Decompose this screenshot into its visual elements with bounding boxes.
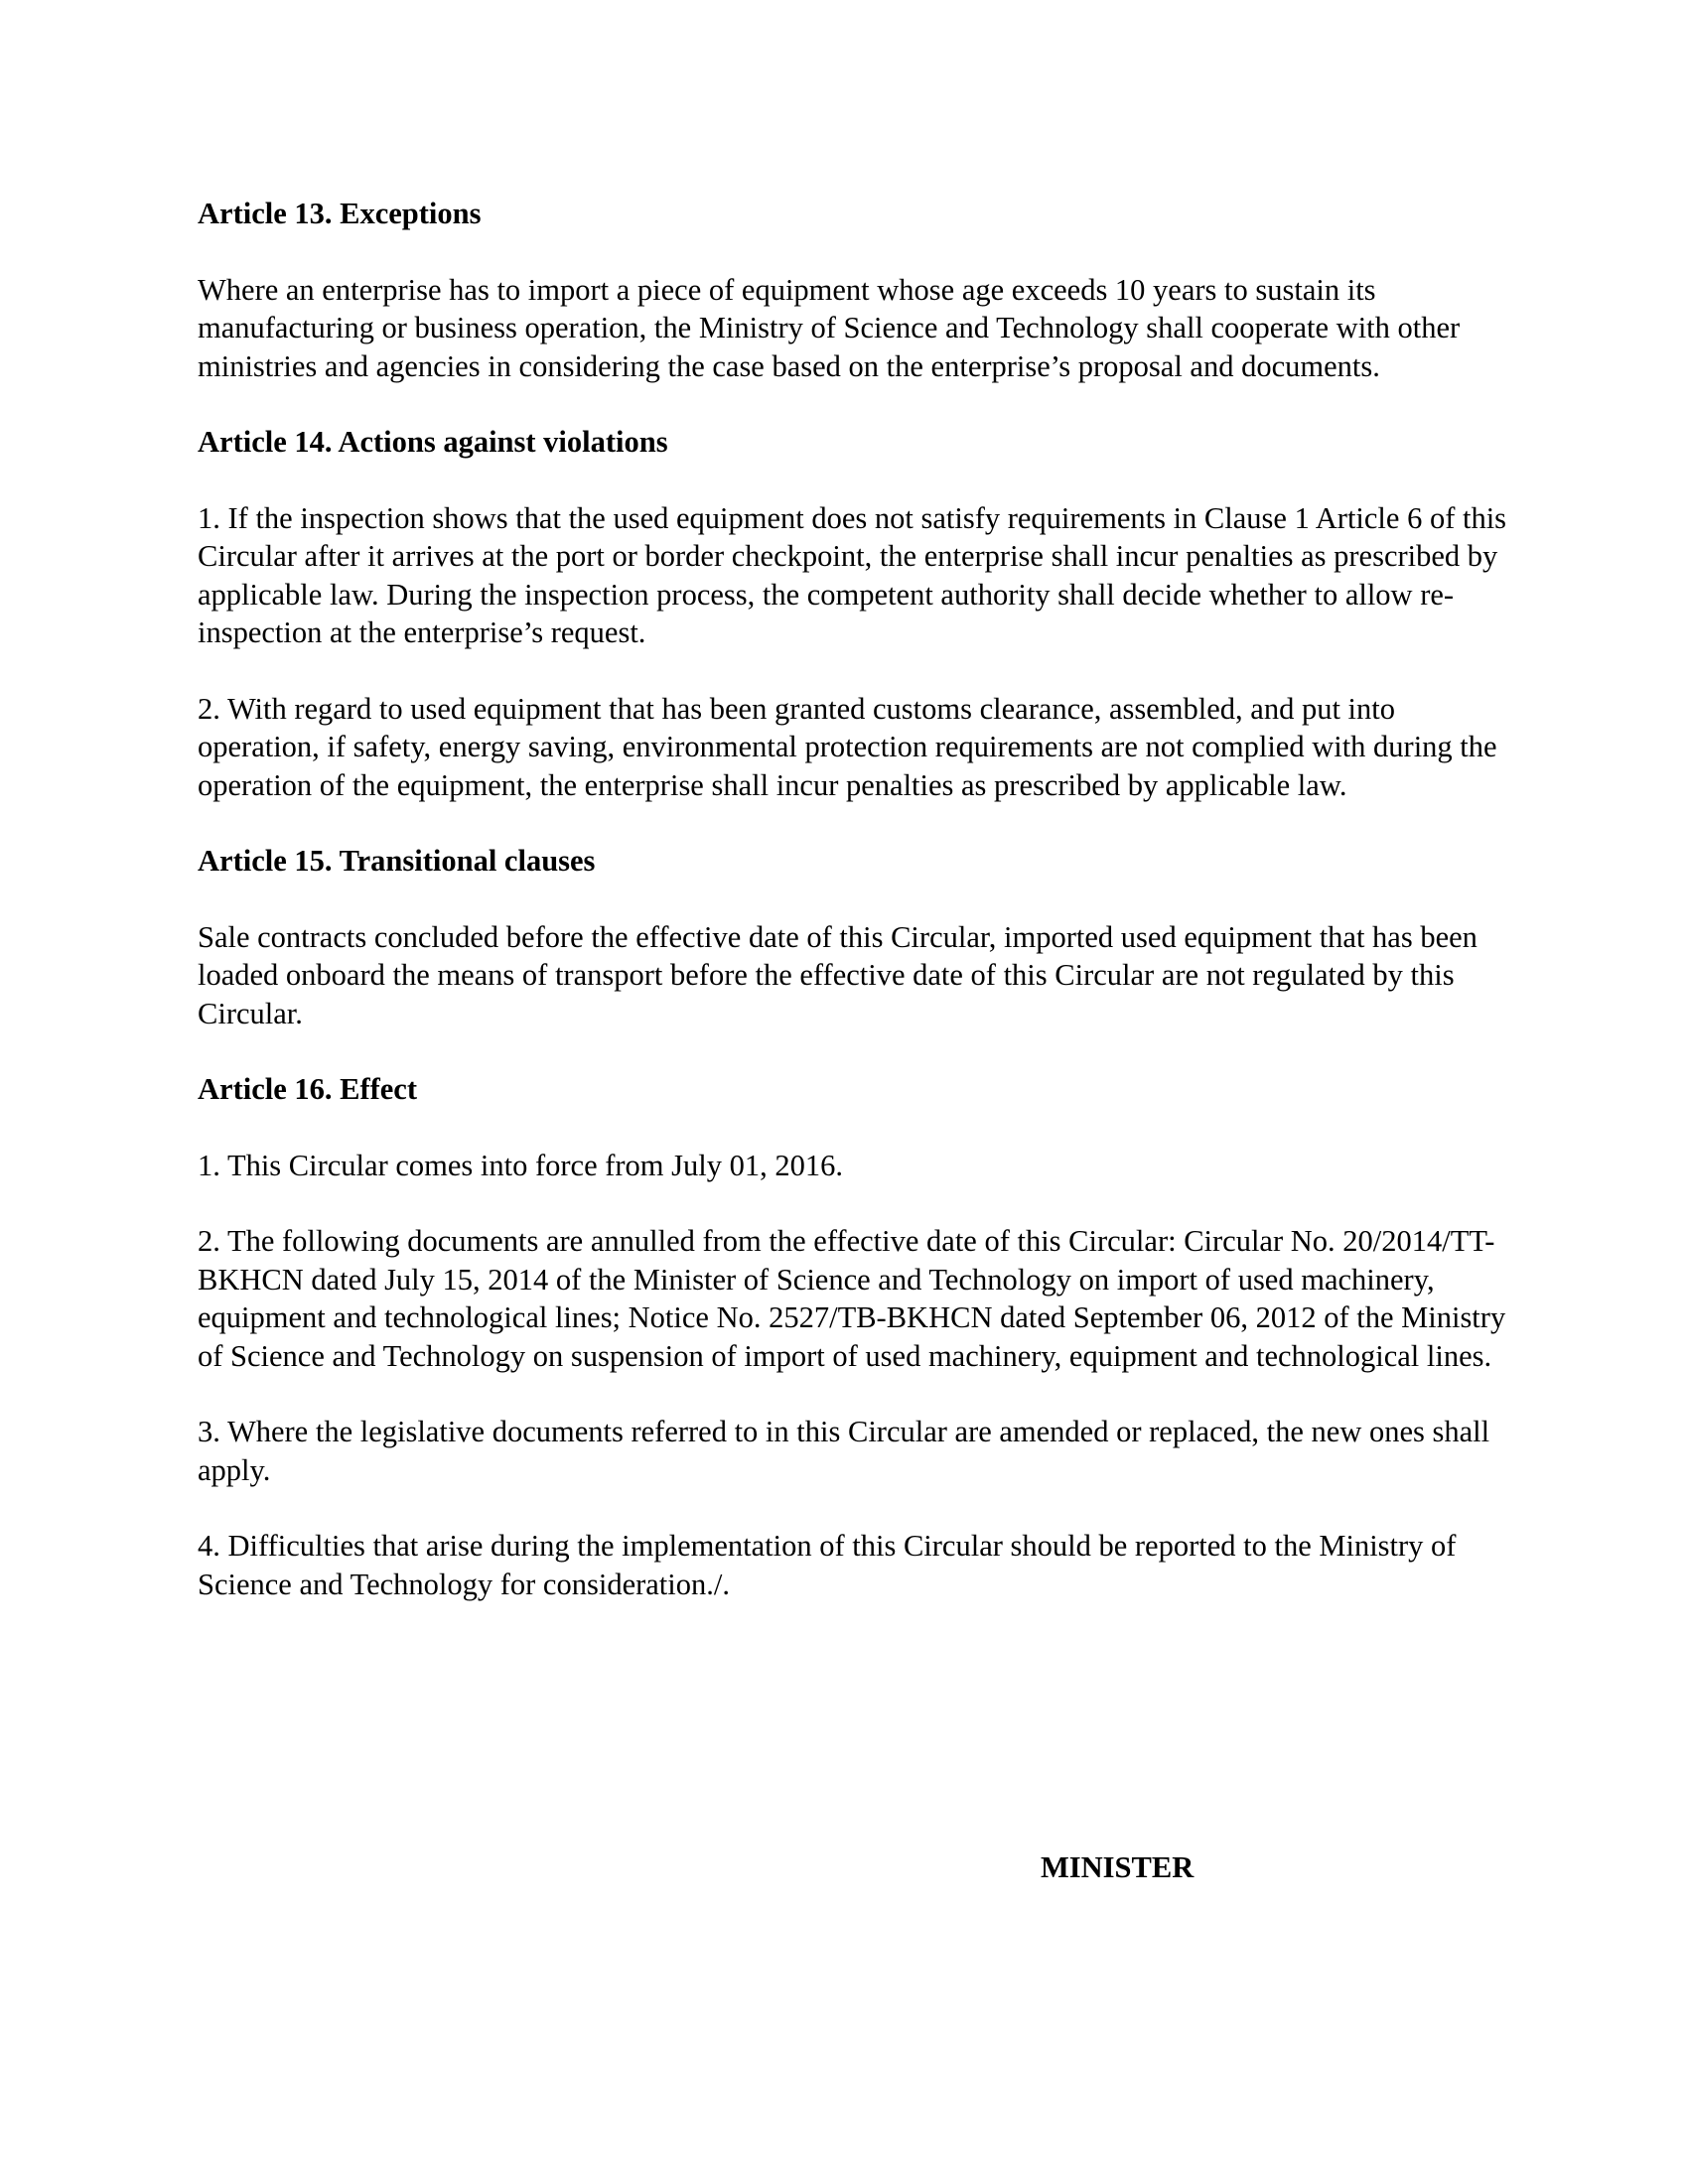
article-15-heading: Article 15. Transitional clauses bbox=[198, 844, 596, 878]
article-13-paragraph: Where an enterprise has to import a piece of equipment whose age exceeds 10 years to sustain its manufacturing or business operation, the Ministry of Science and Technology shall cooperate with other ministries and agencies in considering the case based on the enterprise’s proposal and documents. bbox=[198, 272, 1461, 383]
article-16-heading: Article 16. Effect bbox=[198, 1072, 418, 1106]
article-16-clause-2: 2. The following documents are annulled from the effective date of this Circular: Circular No. 20/2014/TT-BKHCN dated July 15, 2014 of the Minister of Science and Technology on import of used machinery, equipment and technological lines; Notice No. 2527/TB-BKHCN dated September 06, 2012 of the Ministry of Science and Technology on suspension of import of used machinery, equipment and technological lines. bbox=[198, 1224, 1506, 1373]
article-15-paragraph: Sale contracts concluded before the effective date of this Circular, imported used equipment that has been loaded onboard the means of transport before the effective date of this Circular are not regulated by this Circular. bbox=[198, 919, 1477, 1030]
document-body bbox=[198, 195, 1518, 1603]
signature-title: MINISTER bbox=[1041, 1850, 1195, 1884]
article-13-heading: Article 13. Exceptions bbox=[198, 197, 482, 230]
article-16-clause-3: 3. Where the legislative documents referred to in this Circular are amended or replaced, the new ones shall apply. bbox=[198, 1415, 1490, 1487]
article-16-clause-4: 4. Difficulties that arise during the implementation of this Circular should be reported to the Ministry of Science and Technology for consideration./. bbox=[198, 1529, 1457, 1601]
article-14-clause-1: 1. If the inspection shows that the used equipment does not satisfy requirements in Clause 1 Article 6 of this Circular after it arrives at the port or border checkpoint, the enterprise shall incur penalties as prescribed by applicable law. During the inspection process, the competent authority shall decide whether to allow re-inspection at the enterprise’s request. bbox=[198, 500, 1507, 649]
article-14-heading: Article 14. Actions against violations bbox=[198, 425, 668, 459]
article-16-clause-1: 1. This Circular comes into force from July 01, 2016. bbox=[198, 1148, 843, 1182]
article-14-clause-2: 2. With regard to used equipment that has been granted customs clearance, assembled, and put into operation, if safety, energy saving, environmental protection requirements are not complied with during the operation of the equipment, the enterprise shall incur penalties as prescribed by applicable law. bbox=[198, 691, 1497, 802]
